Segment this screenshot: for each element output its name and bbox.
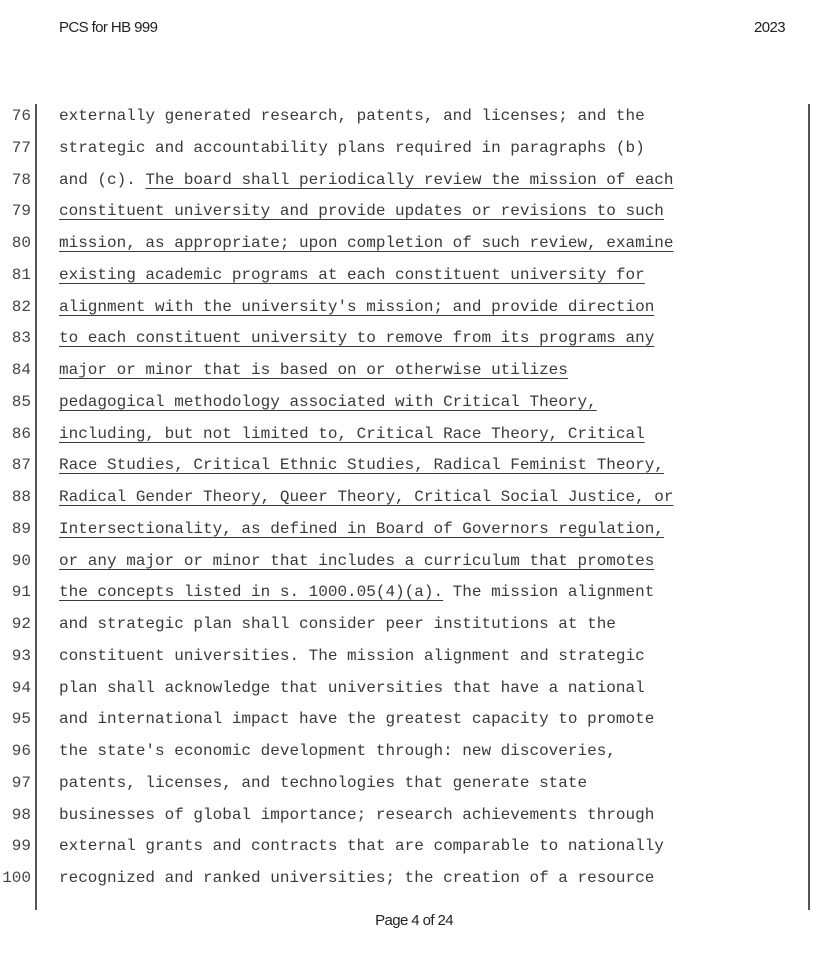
text-line [0,260,828,292]
line-number: 85 [11,392,31,411]
text-line [0,831,828,863]
underlined-text: including, but not limited to, Critical Race Theory, Critical [59,424,645,443]
underlined-text: pedagogical methodology associated with Critical Theory, [59,392,597,411]
bill-year: 2023 [754,19,785,36]
line-text [59,228,674,260]
line-text [59,546,654,578]
text-line [0,546,828,578]
line-text [59,101,645,133]
text-line [0,101,828,133]
line-text [59,863,654,895]
line-number: 82 [11,297,31,316]
text-line [0,704,828,736]
plain-text: recognized and ranked universities; the creation of a resource [59,869,655,887]
line-number: 81 [11,265,31,284]
plain-text: and international impact have the greatest capacity to promote [59,710,655,729]
text-line [0,323,828,355]
line-text [59,736,616,768]
text-line [0,355,828,387]
line-number: 80 [11,234,31,252]
underlined-text: the concepts listed in s. 1000.05(4)(a). [59,583,444,602]
text-line [0,165,828,197]
underlined-text: to each constituent university to remove from its programs any [59,329,655,348]
line-number: 77 [11,138,31,157]
plain-text: plan shall acknowledge that universities that have a national [59,678,645,697]
text-line [0,133,828,165]
line-number: 88 [11,488,31,506]
line-text [59,768,587,800]
text-line [0,641,828,673]
plain-text: strategic and accountability plans required in paragraphs (b) [59,138,645,157]
line-text [59,609,616,641]
text-line [0,800,828,832]
plain-text: externally generated research, patents, and licenses; and the [59,107,645,125]
line-text [59,577,654,609]
text-line [0,768,828,800]
line-number: 83 [11,329,31,348]
line-number: 79 [11,202,31,221]
plain-text: constituent universities. The mission alignment and strategic [59,646,645,665]
underlined-text: constituent university and provide updates or revisions to such [59,202,664,221]
underlined-text: alignment with the university's mission; and provide direction [59,297,655,316]
plain-text: The mission alignment [443,583,655,602]
line-text [59,800,654,832]
text-line [0,387,828,419]
line-number: 93 [11,646,31,665]
line-number: 97 [11,773,31,792]
plain-text: and (c). [59,170,146,189]
line-text [59,673,645,705]
bill-text-body [0,101,828,895]
underlined-text: major or minor that is based on or otherwise utilizes [59,361,568,379]
line-text [59,323,654,355]
text-line [0,736,828,768]
text-line [0,292,828,324]
line-text [59,419,645,451]
line-number: 92 [11,615,31,633]
line-number: 87 [11,456,31,475]
line-text [59,641,645,673]
line-text [59,133,645,165]
underlined-text: mission, as appropriate; upon completion of such review, examine [59,234,674,252]
line-number: 76 [11,107,31,125]
line-text [59,196,664,228]
text-line [0,514,828,546]
line-number: 100 [2,869,31,887]
text-line [0,482,828,514]
underlined-text: or any major or minor that includes a curriculum that promotes [59,551,655,570]
line-text [59,260,645,292]
plain-text: businesses of global importance; research achievements through [59,805,655,824]
line-number: 95 [11,710,31,729]
line-number: 98 [11,805,31,824]
line-number: 94 [11,678,31,697]
underlined-text: Radical Gender Theory, Queer Theory, Critical Social Justice, or [59,488,674,506]
plain-text: the state's economic development through: new discoveries, [59,742,616,760]
underlined-text: existing academic programs at each constituent university for [59,265,645,284]
line-number: 78 [11,170,31,189]
plain-text: external grants and contracts that are comparable to nationally [59,837,664,856]
line-text [59,482,674,514]
line-number: 96 [11,742,31,760]
line-text [59,450,664,482]
line-text [59,514,664,546]
text-line [0,450,828,482]
line-text [59,355,568,387]
page-number: Page 4 of 24 [375,912,453,929]
plain-text: patents, licenses, and technologies that generate state [59,773,588,792]
line-number: 90 [11,551,31,570]
line-text [59,831,664,863]
underlined-text: The board shall periodically review the mission of each [145,170,674,189]
line-number: 91 [11,583,31,602]
text-line [0,863,828,895]
text-line [0,577,828,609]
line-number: 99 [11,837,31,856]
text-line [0,228,828,260]
bill-title: PCS for HB 999 [59,19,158,36]
line-text [59,165,674,197]
line-number: 89 [11,519,31,538]
underlined-text: Race Studies, Critical Ethnic Studies, Radical Feminist Theory, [59,456,664,475]
text-line [0,419,828,451]
line-number: 86 [11,424,31,443]
text-line [0,673,828,705]
text-line [0,196,828,228]
plain-text: and strategic plan shall consider peer institutions at the [59,615,616,633]
underlined-text: Intersectionality, as defined in Board of Governors regulation, [59,519,664,538]
line-text [59,704,654,736]
line-text [59,292,654,324]
line-text [59,387,597,419]
text-line [0,609,828,641]
line-number: 84 [11,361,31,379]
